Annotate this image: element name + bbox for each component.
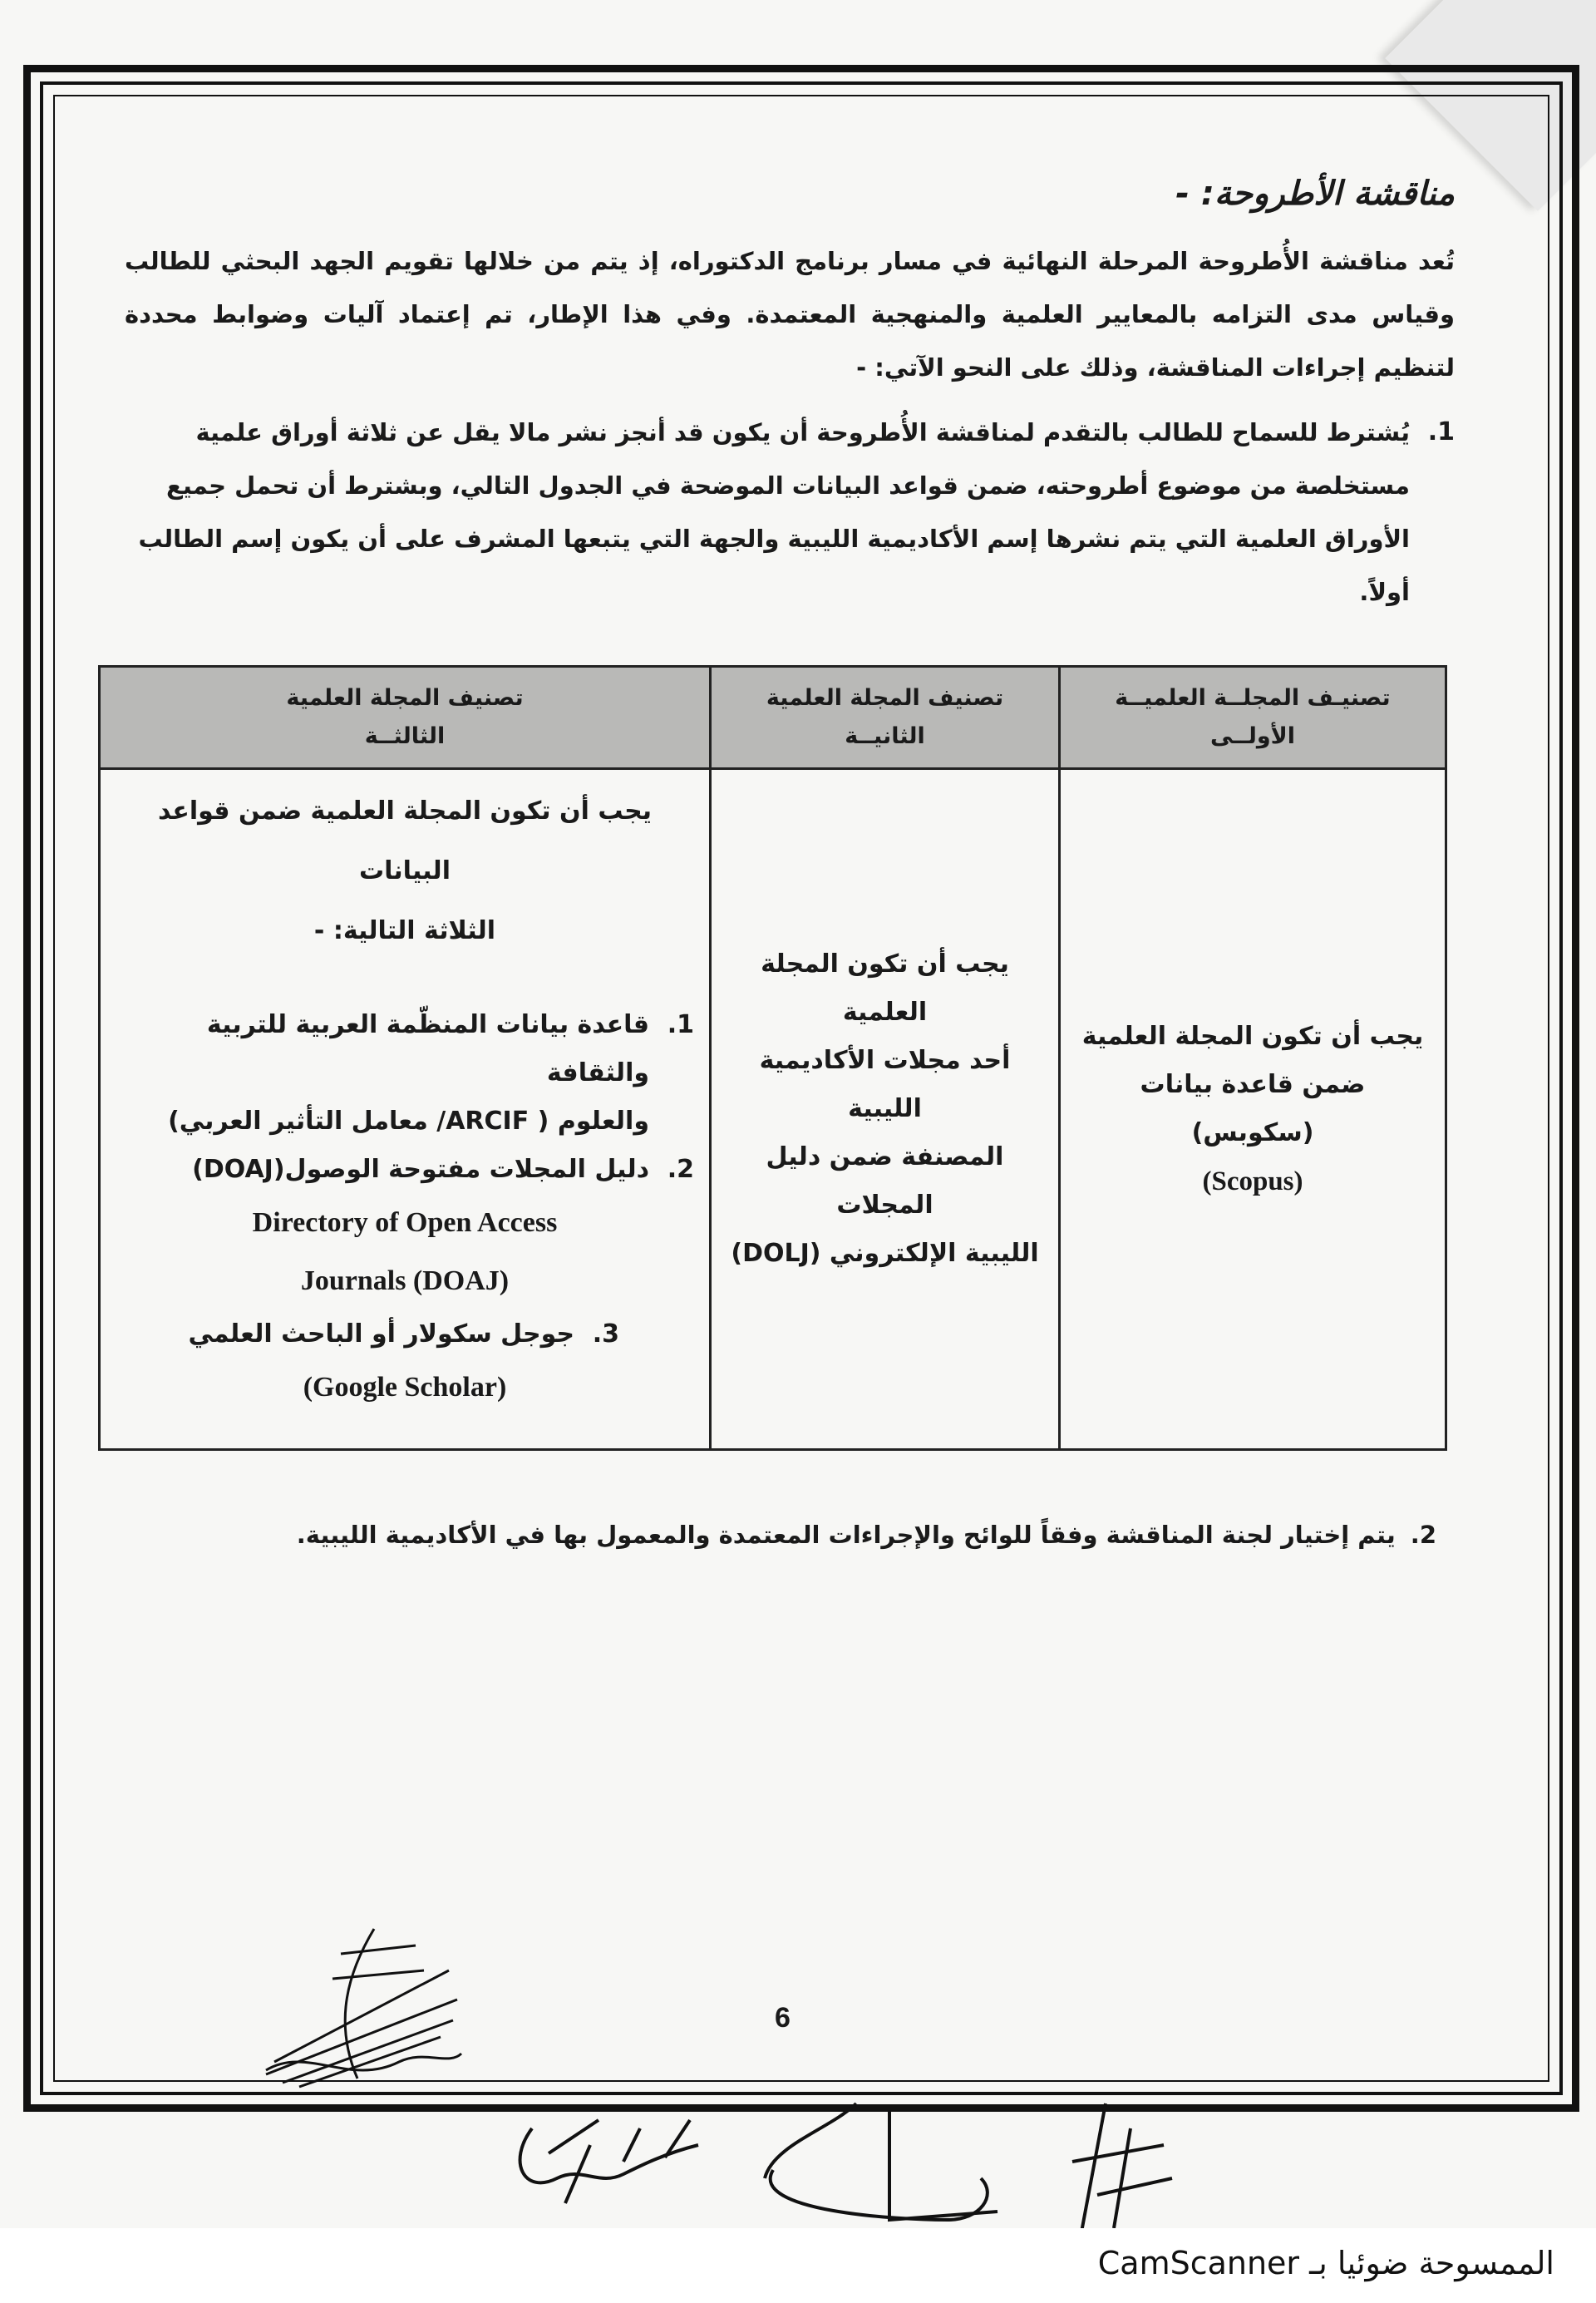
scanner-watermark: الممسوحة ضوئيا بـ CamScanner [1097,2245,1554,2281]
header-second-class: تصنيف المجلة العلمية الثانيــة [711,667,1060,769]
page-number: 6 [775,2002,791,2034]
header-first-class: تصنيـف المجلــة العلميــة الأولــى [1060,667,1446,769]
section-heading: مناقشة الأطروحة: - [1175,175,1455,213]
cell-third-class [100,769,711,1450]
list-item-2 [125,1511,1436,1558]
journal-classification-table [98,665,1447,1451]
doaj-english-line1: Directory of Open Access [252,1207,558,1238]
doaj-english-line2: Journals (DOAJ) [300,1265,510,1296]
signature-left [249,1921,474,2095]
list-item-1-text: يُشترط للسماح للطالب بالتقدم لمناقشة الأُطروحة أن يكون قد أنجز نشر مالا يقل عن ثلاثة أوراق علمية مستخلصة من موضوع أطروحته، ضمن قواعد البيانات الموضحة في الجدول التالي، وبشترط أن تحمل جميع الأوراق العلمية التي يتم نشرها إسم الأكاديمية الليبية والجهة التي يتبعها المشرف على أن يكون إسم الطالب أولاً. [138,418,1410,606]
table-body-row [100,769,1446,1450]
third-class-intro: يجب أن تكون المجلة العلمية ضمن قواعد البيانات الثلاثة التالية: - [158,796,652,945]
list-item-1-number: 1. [1427,417,1455,446]
cell-first-class: يجب أن تكون المجلة العلمية ضمن قاعدة بيانات (سكوبس) (Scopus) [1060,769,1446,1450]
database-item-google-scholar: 3. جوجل سكولار أو الباحث العلمي [188,1319,619,1349]
intro-paragraph: تُعد مناقشة الأُطروحة المرحلة النهائية في مسار برنامج الدكتوراه، إذ يتم من خلالها تقويم الجهد البحثي للطالب وقياس مدى التزامه بالمعايير العلمية والمنهجية المعتمدة. وفي هذا الإطار، تم إعتماد آليات وضوابط محددة لتنظيم إجراءات المناقشة، وذلك على النحو الآتي: - [125,247,1455,382]
header-third-class: تصنيف المجلة العلمية الثالثــة [100,667,711,769]
list-item-2-text: يتم إختيار لجنة المناقشة وفقاً للوائح والإجراءات المعتمدة والمعمول بها في الأكاديمية الليبية. [296,1521,1396,1549]
database-item-doaj: 2. دليل المجلات مفتوحة الوصول(DOAJ) [192,1155,694,1184]
list-item-1 [125,406,1455,619]
signatures-bottom [499,2095,1214,2245]
table-header-row [100,667,1446,769]
list-item-2-number: 2. [1410,1521,1436,1549]
cell-second-class: يجب أن تكون المجلة العلمية أحد مجلات الأكاديمية الليبية المصنفة ضمن دليل المجلات الليبية الإلكتروني (DOLJ) [711,769,1060,1450]
google-scholar-english: (Google Scholar) [303,1372,507,1403]
section-content [125,175,1455,619]
database-item-arcif: 1. قاعدة بيانات المنظّمة العربية للتربية والثقافة والعلوم ( ARCIF/ معامل التأثير العربي) [168,1010,694,1136]
